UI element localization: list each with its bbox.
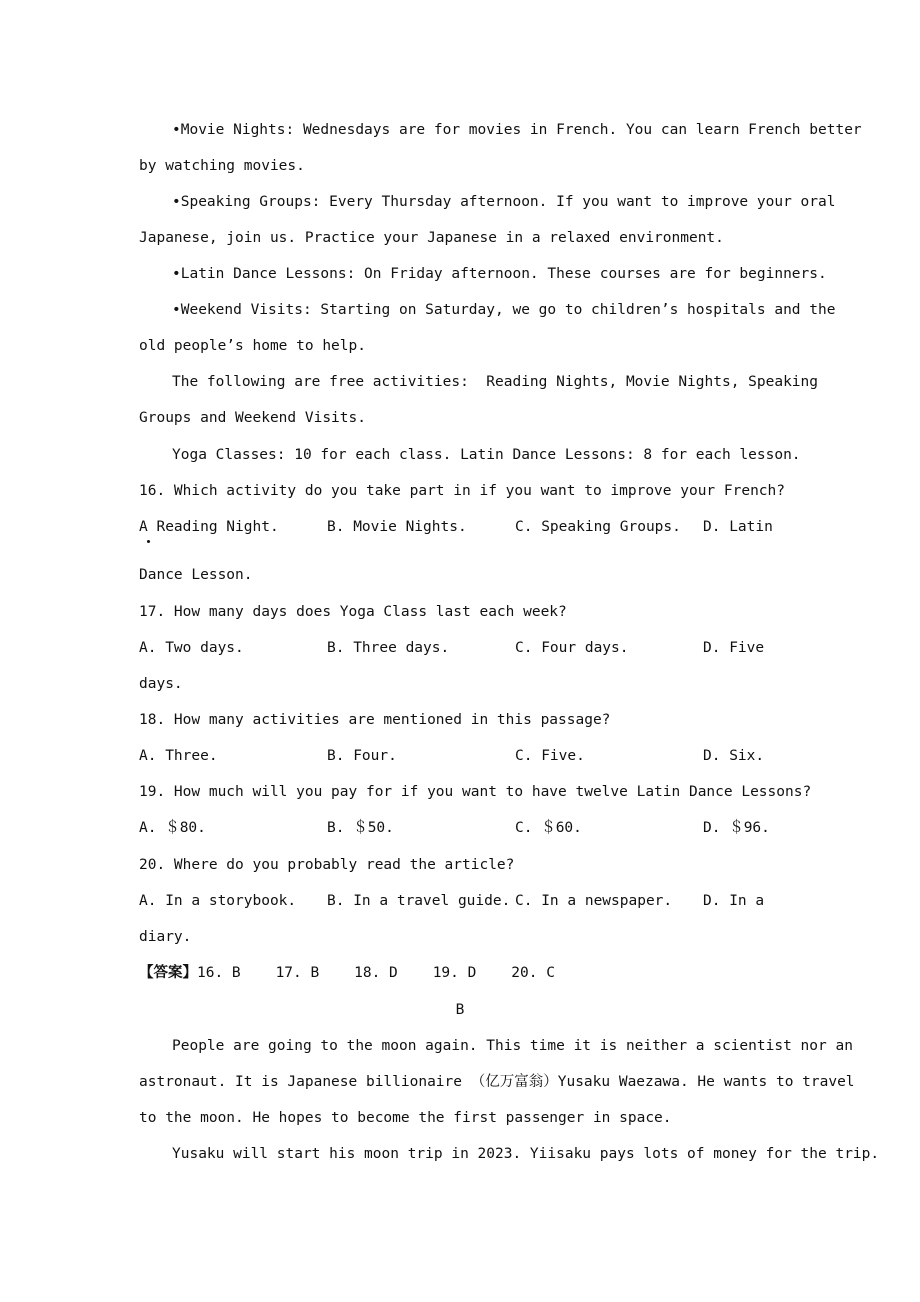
question-19-stem: 19. How much will you pay for if you want to have twelve Latin Dance Lessons?	[139, 784, 812, 800]
question-17-stem: 17. How many days does Yoga Class last each week?	[139, 604, 567, 620]
stray-dot-mark	[147, 540, 150, 543]
question-19-option-c: C. ＄60.	[515, 820, 582, 836]
free-activities-line-1: The following are free activities: Reading Nights, Movie Nights, Speaking	[172, 374, 819, 390]
question-16-option-a: A Reading Night.	[139, 519, 279, 535]
speaking-groups-line-2: Japanese, join us. Practice your Japanese in a relaxed environment.	[139, 230, 724, 246]
question-17-option-d: D. Five	[703, 640, 765, 656]
section-b-heading: B	[455, 1002, 465, 1018]
movie-nights-line-2: by watching movies.	[139, 158, 305, 174]
answer-key	[139, 964, 555, 982]
question-17-option-c: C. Four days.	[515, 640, 629, 656]
free-activities-line-2: Groups and Weekend Visits.	[139, 410, 366, 426]
question-19-option-d: D. ＄96.	[703, 820, 770, 836]
question-19-option-a: A. ＄80.	[139, 820, 206, 836]
question-20-option-c: C. In a newspaper.	[515, 893, 673, 909]
question-20-option-b: B. In a travel guide.	[327, 893, 511, 909]
question-17-option-a: A. Two days.	[139, 640, 244, 656]
movie-nights-line-1: •Movie Nights: Wednesdays are for movies in French. You can learn French better	[172, 122, 862, 138]
section-b-paragraph-1-line-1: People are going to the moon again. This time it is neither a scientist nor an	[172, 1038, 853, 1054]
weekend-visits-line-2: old people’s home to help.	[139, 338, 366, 354]
question-19-option-b: B. ＄50.	[327, 820, 394, 836]
answer-values: 16. B 17. B 18. D 19. D 20. C	[197, 965, 555, 981]
question-16-option-c: C. Speaking Groups.	[515, 519, 681, 535]
question-18-option-c: C. Five.	[515, 748, 585, 764]
question-17-option-b: B. Three days.	[327, 640, 450, 656]
section-b-paragraph-1-line-2: astronaut. It is Japanese billionaire （亿万富翁）Yusaku Waezawa. He wants to travel	[139, 1074, 855, 1090]
question-16-option-d-wrap: Dance Lesson.	[139, 567, 253, 583]
answer-label: 【答案】	[139, 965, 197, 981]
weekend-visits-line-1: •Weekend Visits: Starting on Saturday, we go to children’s hospitals and the	[172, 302, 836, 318]
question-16-stem: 16. Which activity do you take part in if you want to improve your French?	[139, 483, 786, 499]
prices-line: Yoga Classes: 10 for each class. Latin Dance Lessons: 8 for each lesson.	[172, 447, 801, 463]
question-18-option-b: B. Four.	[327, 748, 397, 764]
section-b-paragraph-2-line-1: Yusaku will start his moon trip in 2023. Yiisaku pays lots of money for the trip.	[172, 1146, 880, 1162]
question-20-option-d: D. In a	[703, 893, 765, 909]
question-17-option-d-wrap: days.	[139, 676, 183, 692]
question-20-option-d-wrap: diary.	[139, 929, 192, 945]
question-18-stem: 18. How many activities are mentioned in this passage?	[139, 712, 611, 728]
speaking-groups-line-1: •Speaking Groups: Every Thursday afternoon. If you want to improve your oral	[172, 194, 836, 210]
section-b-paragraph-1-line-3: to the moon. He hopes to become the first passenger in space.	[139, 1110, 672, 1126]
question-18-option-d: D. Six.	[703, 748, 765, 764]
latin-dance-line: •Latin Dance Lessons: On Friday afternoon. These courses are for beginners.	[172, 266, 827, 282]
question-20-option-a: A. In a storybook.	[139, 893, 297, 909]
question-16-option-d: D. Latin	[703, 519, 773, 535]
question-18-option-a: A. Three.	[139, 748, 218, 764]
question-16-option-b: B. Movie Nights.	[327, 519, 467, 535]
question-20-stem: 20. Where do you probably read the article?	[139, 857, 515, 873]
